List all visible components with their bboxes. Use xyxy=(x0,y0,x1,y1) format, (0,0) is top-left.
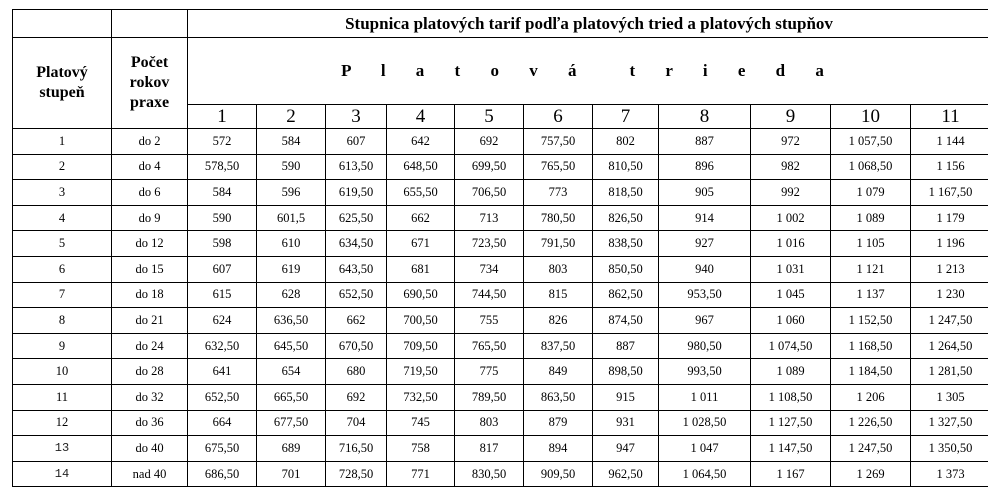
salary-value-cell: 757,50 xyxy=(524,129,593,155)
salary-value-cell: 1 305 xyxy=(911,384,988,410)
salary-value-cell: 1 011 xyxy=(659,384,751,410)
salary-value-cell: 643,50 xyxy=(326,256,387,282)
grade-header-line: Platový xyxy=(36,64,88,81)
years-cell: do 40 xyxy=(112,436,188,462)
salary-value-cell: 803 xyxy=(455,410,524,436)
class-number-header: 10 xyxy=(831,105,911,129)
table-row xyxy=(13,205,988,231)
salary-value-cell: 716,50 xyxy=(326,436,387,462)
salary-value-cell: 940 xyxy=(659,256,751,282)
years-cell: do 2 xyxy=(112,129,188,155)
years-cell: do 12 xyxy=(112,231,188,257)
table-row xyxy=(13,282,988,308)
table-row xyxy=(13,180,988,206)
salary-value-cell: 830,50 xyxy=(455,461,524,487)
salary-value-cell: 728,50 xyxy=(326,461,387,487)
empty-corner-cell xyxy=(13,10,112,38)
salary-value-cell: 700,50 xyxy=(387,308,455,334)
grade-cell: 6 xyxy=(13,256,112,282)
salary-value-cell: 1 269 xyxy=(831,461,911,487)
salary-value-cell: 745 xyxy=(387,410,455,436)
salary-value-cell: 1 167 xyxy=(751,461,831,487)
class-number-header: 7 xyxy=(593,105,659,129)
salary-value-cell: 652,50 xyxy=(326,282,387,308)
salary-value-cell: 789,50 xyxy=(455,384,524,410)
salary-value-cell: 1 031 xyxy=(751,256,831,282)
salary-value-cell: 905 xyxy=(659,180,751,206)
salary-value-cell: 636,50 xyxy=(257,308,326,334)
salary-value-cell: 817 xyxy=(455,436,524,462)
salary-value-cell: 590 xyxy=(257,154,326,180)
salary-value-cell: 652,50 xyxy=(188,384,257,410)
salary-value-cell: 709,50 xyxy=(387,333,455,359)
years-header-line: Počet xyxy=(130,54,169,71)
salary-value-cell: 1 226,50 xyxy=(831,410,911,436)
salary-value-cell: 874,50 xyxy=(593,308,659,334)
salary-value-cell: 909,50 xyxy=(524,461,593,487)
salary-value-cell: 980,50 xyxy=(659,333,751,359)
salary-value-cell: 1 089 xyxy=(831,205,911,231)
salary-value-cell: 607 xyxy=(188,256,257,282)
salary-value-cell: 1 074,50 xyxy=(751,333,831,359)
table-row xyxy=(13,461,988,487)
years-cell: do 28 xyxy=(112,359,188,385)
salary-value-cell: 887 xyxy=(593,333,659,359)
class-number-header: 8 xyxy=(659,105,751,129)
salary-value-cell: 1 144 xyxy=(911,129,988,155)
salary-value-cell: 619 xyxy=(257,256,326,282)
salary-value-cell: 771 xyxy=(387,461,455,487)
salary-value-cell: 1 230 xyxy=(911,282,988,308)
salary-value-cell: 625,50 xyxy=(326,205,387,231)
grade-cell: 14 xyxy=(13,461,112,487)
years-cell: do 6 xyxy=(112,180,188,206)
grade-header-line: stupeň xyxy=(39,84,85,101)
salary-value-cell: 655,50 xyxy=(387,180,455,206)
empty-corner-cell xyxy=(112,10,188,38)
salary-value-cell: 692 xyxy=(326,384,387,410)
salary-value-cell: 863,50 xyxy=(524,384,593,410)
salary-value-cell: 670,50 xyxy=(326,333,387,359)
salary-value-cell: 675,50 xyxy=(188,436,257,462)
salary-value-cell: 723,50 xyxy=(455,231,524,257)
salary-value-cell: 962,50 xyxy=(593,461,659,487)
salary-value-cell: 810,50 xyxy=(593,154,659,180)
grade-cell: 4 xyxy=(13,205,112,231)
salary-value-cell: 692 xyxy=(455,129,524,155)
salary-class-header-word: t r i e d a xyxy=(629,61,837,80)
salary-value-cell: 699,50 xyxy=(455,154,524,180)
salary-value-cell: 931 xyxy=(593,410,659,436)
salary-value-cell: 1 060 xyxy=(751,308,831,334)
grade-cell: 8 xyxy=(13,308,112,334)
salary-value-cell: 1 108,50 xyxy=(751,384,831,410)
salary-value-cell: 704 xyxy=(326,410,387,436)
salary-value-cell: 1 127,50 xyxy=(751,410,831,436)
table-row xyxy=(13,359,988,385)
salary-value-cell: 590 xyxy=(188,205,257,231)
salary-value-cell: 701 xyxy=(257,461,326,487)
salary-value-cell: 803 xyxy=(524,256,593,282)
salary-value-cell: 1 016 xyxy=(751,231,831,257)
grade-cell: 7 xyxy=(13,282,112,308)
grade-column-header xyxy=(13,38,112,129)
salary-value-cell: 1 047 xyxy=(659,436,751,462)
table-row xyxy=(13,256,988,282)
salary-table-container xyxy=(12,9,980,487)
salary-value-cell: 665,50 xyxy=(257,384,326,410)
salary-value-cell: 677,50 xyxy=(257,410,326,436)
salary-value-cell: 719,50 xyxy=(387,359,455,385)
salary-value-cell: 706,50 xyxy=(455,180,524,206)
grade-cell: 1 xyxy=(13,129,112,155)
salary-value-cell: 1 064,50 xyxy=(659,461,751,487)
salary-value-cell: 1 247,50 xyxy=(831,436,911,462)
salary-value-cell: 837,50 xyxy=(524,333,593,359)
title-row xyxy=(13,10,988,38)
salary-scale-table xyxy=(12,9,988,487)
salary-value-cell: 1 327,50 xyxy=(911,410,988,436)
years-header-line: rokov xyxy=(129,74,170,91)
salary-value-cell: 662 xyxy=(326,308,387,334)
salary-value-cell: 641 xyxy=(188,359,257,385)
salary-value-cell: 662 xyxy=(387,205,455,231)
salary-value-cell: 1 002 xyxy=(751,205,831,231)
salary-value-cell: 601,5 xyxy=(257,205,326,231)
salary-value-cell: 967 xyxy=(659,308,751,334)
salary-value-cell: 898,50 xyxy=(593,359,659,385)
salary-value-cell: 1 168,50 xyxy=(831,333,911,359)
class-number-header: 9 xyxy=(751,105,831,129)
years-cell: do 24 xyxy=(112,333,188,359)
salary-value-cell: 914 xyxy=(659,205,751,231)
grade-cell: 13 xyxy=(13,436,112,462)
salary-value-cell: 642 xyxy=(387,129,455,155)
salary-value-cell: 1 213 xyxy=(911,256,988,282)
table-row xyxy=(13,333,988,359)
table-row xyxy=(13,154,988,180)
class-header-row xyxy=(13,38,988,105)
salary-value-cell: 818,50 xyxy=(593,180,659,206)
table-row xyxy=(13,231,988,257)
salary-value-cell: 1 264,50 xyxy=(911,333,988,359)
salary-value-cell: 993,50 xyxy=(659,359,751,385)
salary-value-cell: 1 156 xyxy=(911,154,988,180)
salary-value-cell: 879 xyxy=(524,410,593,436)
salary-value-cell: 1 184,50 xyxy=(831,359,911,385)
table-row xyxy=(13,436,988,462)
salary-value-cell: 755 xyxy=(455,308,524,334)
salary-value-cell: 1 147,50 xyxy=(751,436,831,462)
salary-value-cell: 734 xyxy=(455,256,524,282)
salary-value-cell: 775 xyxy=(455,359,524,385)
class-number-header: 4 xyxy=(387,105,455,129)
salary-value-cell: 689 xyxy=(257,436,326,462)
salary-value-cell: 765,50 xyxy=(524,154,593,180)
salary-value-cell: 802 xyxy=(593,129,659,155)
salary-value-cell: 584 xyxy=(188,180,257,206)
years-cell: do 32 xyxy=(112,384,188,410)
salary-value-cell: 1 167,50 xyxy=(911,180,988,206)
table-row xyxy=(13,384,988,410)
salary-value-cell: 648,50 xyxy=(387,154,455,180)
salary-value-cell: 947 xyxy=(593,436,659,462)
table-row xyxy=(13,129,988,155)
salary-value-cell: 713 xyxy=(455,205,524,231)
salary-value-cell: 1 105 xyxy=(831,231,911,257)
salary-value-cell: 862,50 xyxy=(593,282,659,308)
salary-value-cell: 615 xyxy=(188,282,257,308)
salary-value-cell: 681 xyxy=(387,256,455,282)
salary-value-cell: 1 206 xyxy=(831,384,911,410)
salary-value-cell: 791,50 xyxy=(524,231,593,257)
salary-value-cell: 780,50 xyxy=(524,205,593,231)
salary-value-cell: 686,50 xyxy=(188,461,257,487)
salary-value-cell: 758 xyxy=(387,436,455,462)
salary-value-cell: 838,50 xyxy=(593,231,659,257)
salary-value-cell: 1 079 xyxy=(831,180,911,206)
years-cell: do 4 xyxy=(112,154,188,180)
salary-value-cell: 1 068,50 xyxy=(831,154,911,180)
class-number-header: 6 xyxy=(524,105,593,129)
salary-value-cell: 607 xyxy=(326,129,387,155)
salary-value-cell: 1 373 xyxy=(911,461,988,487)
class-number-header: 2 xyxy=(257,105,326,129)
salary-value-cell: 896 xyxy=(659,154,751,180)
salary-value-cell: 598 xyxy=(188,231,257,257)
salary-value-cell: 1 121 xyxy=(831,256,911,282)
table-body xyxy=(13,129,988,487)
salary-value-cell: 744,50 xyxy=(455,282,524,308)
salary-value-cell: 953,50 xyxy=(659,282,751,308)
salary-class-header-word: P l a t o v á xyxy=(341,61,590,80)
salary-value-cell: 624 xyxy=(188,308,257,334)
years-cell: do 36 xyxy=(112,410,188,436)
salary-value-cell: 1 179 xyxy=(911,205,988,231)
class-number-header: 1 xyxy=(188,105,257,129)
salary-value-cell: 849 xyxy=(524,359,593,385)
salary-value-cell: 671 xyxy=(387,231,455,257)
salary-value-cell: 1 196 xyxy=(911,231,988,257)
salary-class-header xyxy=(188,38,988,105)
years-header-line: praxe xyxy=(129,94,170,111)
years-cell: do 21 xyxy=(112,308,188,334)
years-cell: do 9 xyxy=(112,205,188,231)
salary-value-cell: 826,50 xyxy=(593,205,659,231)
salary-value-cell: 619,50 xyxy=(326,180,387,206)
salary-value-cell: 1 152,50 xyxy=(831,308,911,334)
grade-cell: 11 xyxy=(13,384,112,410)
years-cell: do 18 xyxy=(112,282,188,308)
salary-value-cell: 887 xyxy=(659,129,751,155)
salary-value-cell: 894 xyxy=(524,436,593,462)
grade-cell: 2 xyxy=(13,154,112,180)
class-number-header: 11 xyxy=(911,105,988,129)
salary-value-cell: 578,50 xyxy=(188,154,257,180)
grade-cell: 9 xyxy=(13,333,112,359)
years-column-header xyxy=(112,38,188,129)
salary-value-cell: 927 xyxy=(659,231,751,257)
salary-value-cell: 584 xyxy=(257,129,326,155)
salary-value-cell: 992 xyxy=(751,180,831,206)
table-title: Stupnica platových tarif podľa platových tried a platových stupňov xyxy=(188,10,988,38)
salary-value-cell: 680 xyxy=(326,359,387,385)
salary-value-cell: 773 xyxy=(524,180,593,206)
salary-value-cell: 628 xyxy=(257,282,326,308)
salary-value-cell: 1 057,50 xyxy=(831,129,911,155)
grade-cell: 3 xyxy=(13,180,112,206)
salary-value-cell: 690,50 xyxy=(387,282,455,308)
salary-value-cell: 1 137 xyxy=(831,282,911,308)
salary-value-cell: 610 xyxy=(257,231,326,257)
grade-cell: 5 xyxy=(13,231,112,257)
salary-value-cell: 632,50 xyxy=(188,333,257,359)
salary-value-cell: 645,50 xyxy=(257,333,326,359)
salary-value-cell: 915 xyxy=(593,384,659,410)
salary-value-cell: 634,50 xyxy=(326,231,387,257)
salary-value-cell: 765,50 xyxy=(455,333,524,359)
salary-value-cell: 972 xyxy=(751,129,831,155)
grade-cell: 12 xyxy=(13,410,112,436)
table-row xyxy=(13,308,988,334)
salary-value-cell: 596 xyxy=(257,180,326,206)
salary-value-cell: 850,50 xyxy=(593,256,659,282)
salary-value-cell: 1 089 xyxy=(751,359,831,385)
class-number-header: 3 xyxy=(326,105,387,129)
salary-value-cell: 1 045 xyxy=(751,282,831,308)
table-row xyxy=(13,410,988,436)
salary-value-cell: 982 xyxy=(751,154,831,180)
grade-cell: 10 xyxy=(13,359,112,385)
years-cell: nad 40 xyxy=(112,461,188,487)
salary-value-cell: 1 028,50 xyxy=(659,410,751,436)
salary-value-cell: 1 247,50 xyxy=(911,308,988,334)
years-cell: do 15 xyxy=(112,256,188,282)
salary-value-cell: 572 xyxy=(188,129,257,155)
salary-value-cell: 654 xyxy=(257,359,326,385)
class-number-header: 5 xyxy=(455,105,524,129)
salary-value-cell: 815 xyxy=(524,282,593,308)
salary-value-cell: 1 281,50 xyxy=(911,359,988,385)
salary-value-cell: 1 350,50 xyxy=(911,436,988,462)
salary-value-cell: 732,50 xyxy=(387,384,455,410)
salary-value-cell: 664 xyxy=(188,410,257,436)
salary-value-cell: 826 xyxy=(524,308,593,334)
salary-value-cell: 613,50 xyxy=(326,154,387,180)
